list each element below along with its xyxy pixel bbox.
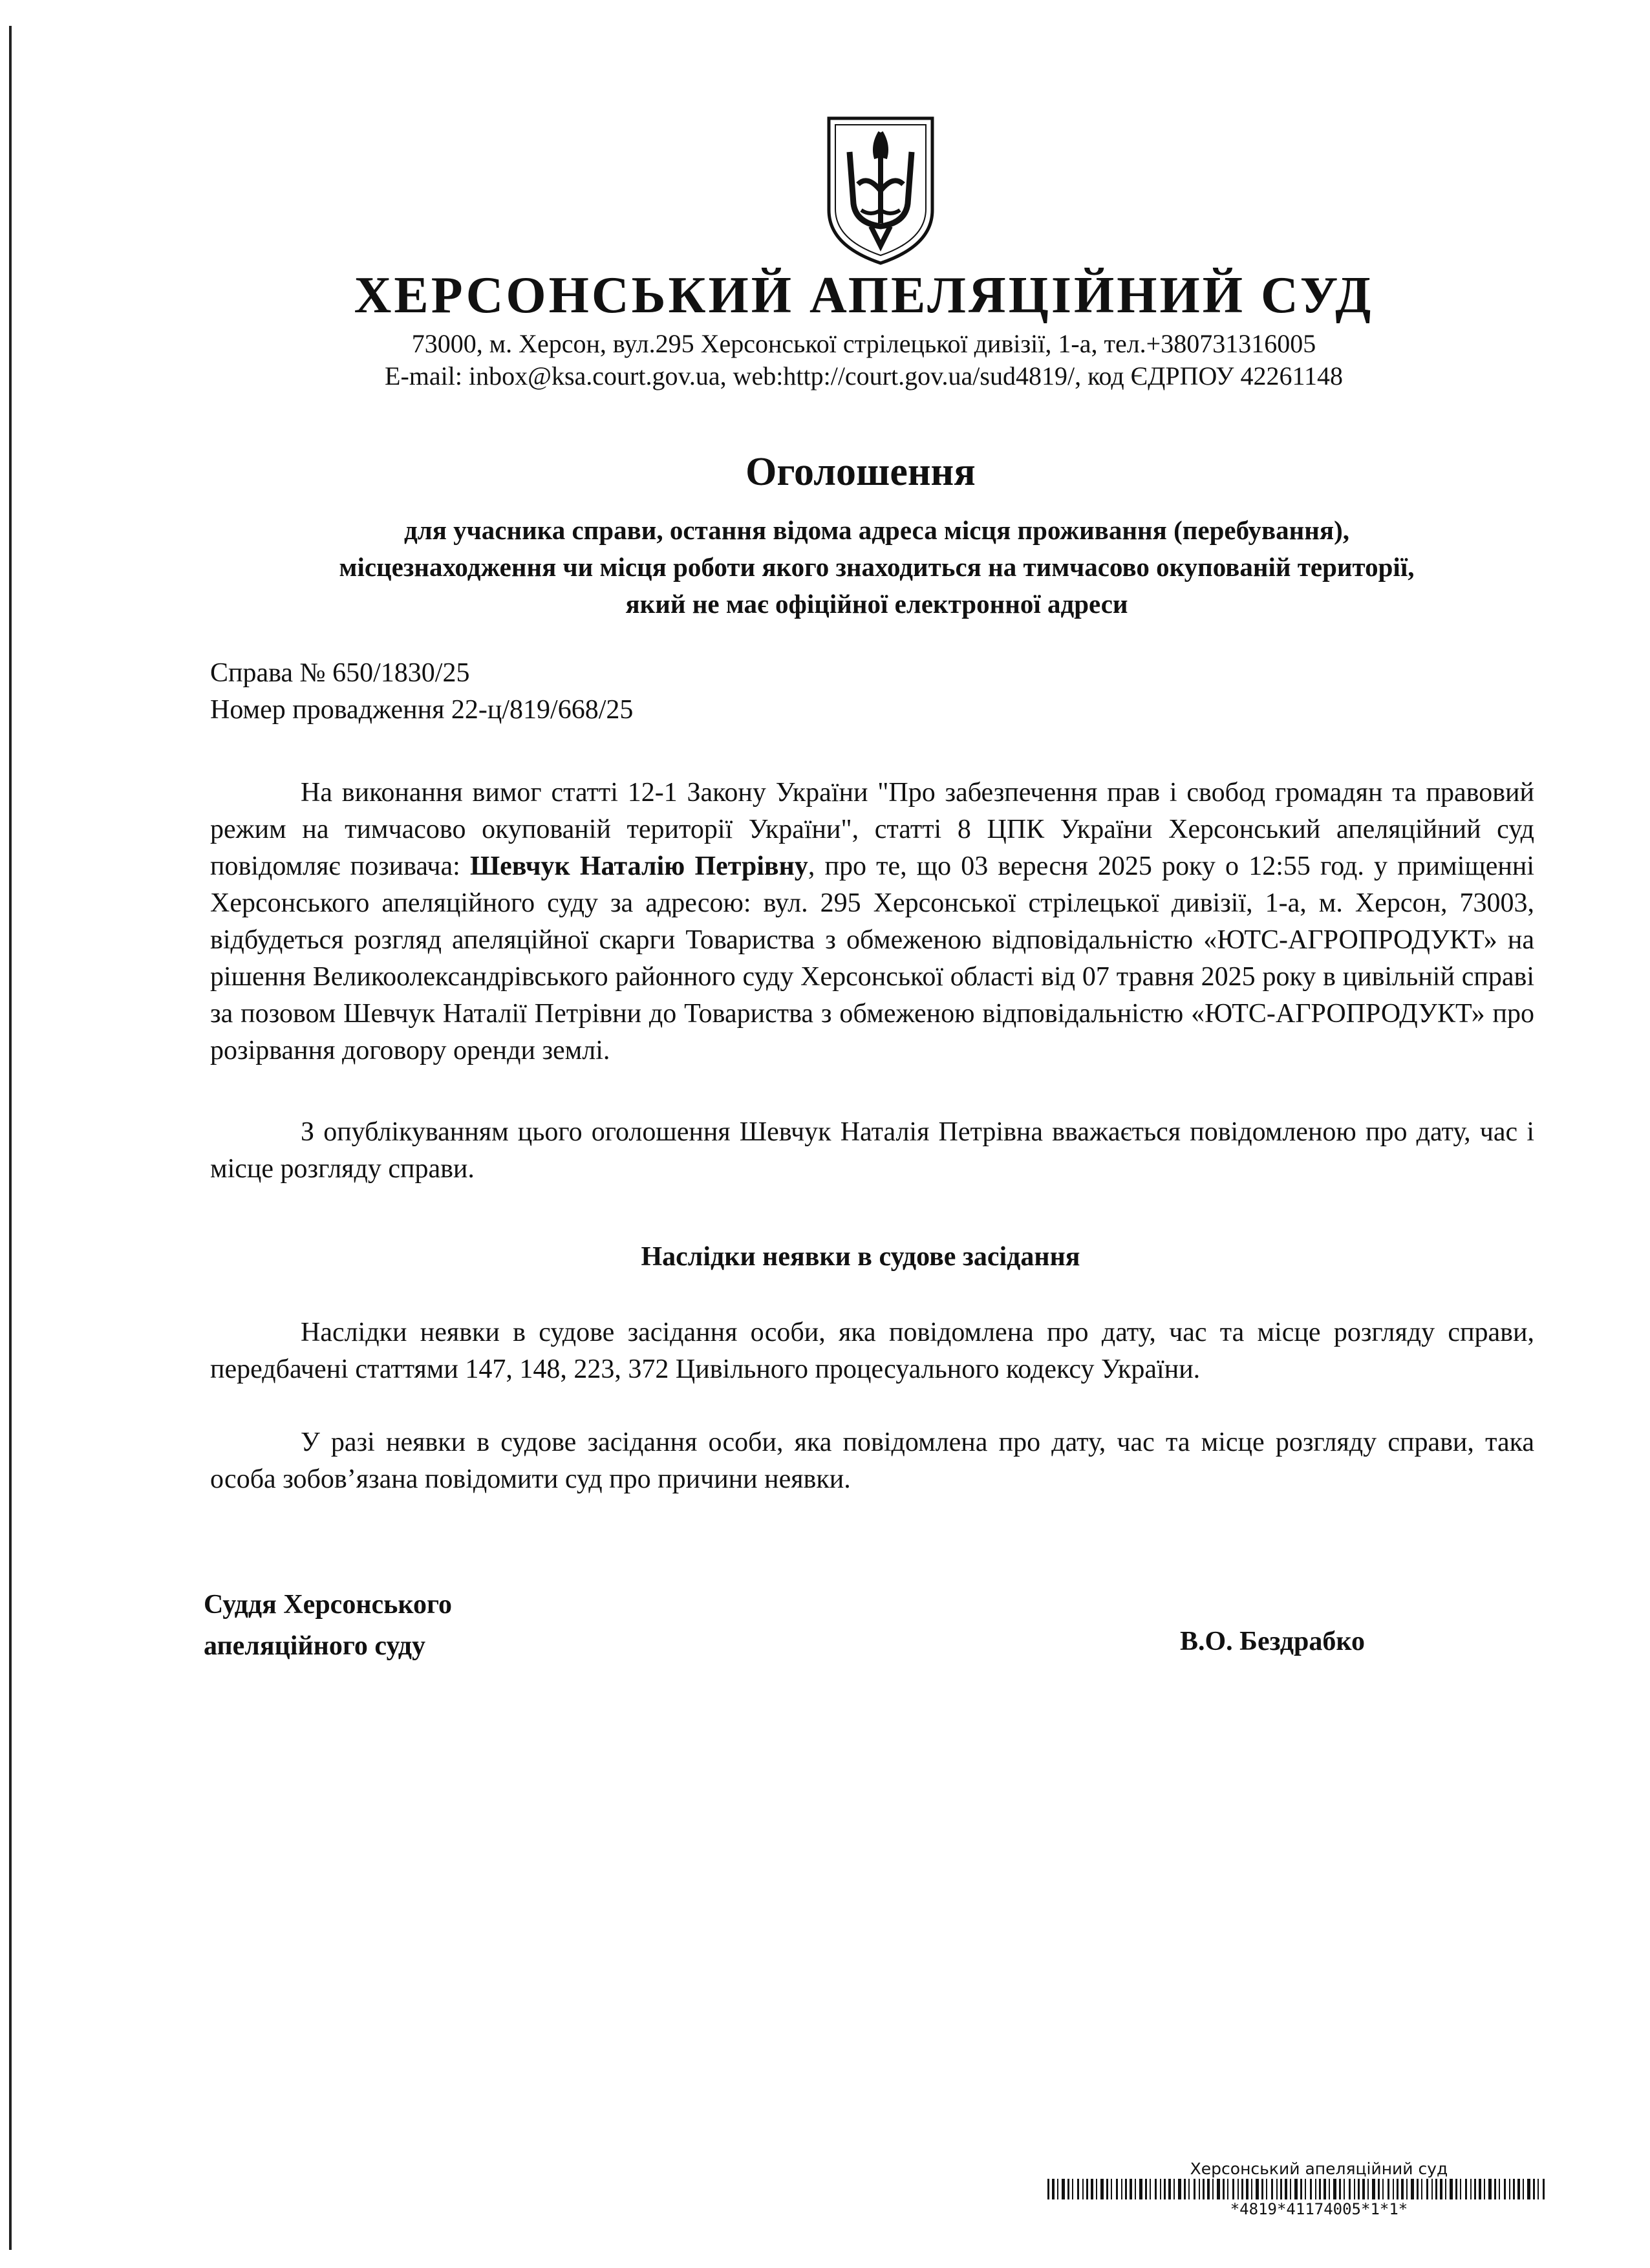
judge-position (204, 1584, 452, 1667)
court-address: 73000, м. Херсон, вул.295 Херсонської стрілецької дивізії, 1-а, тел.+380731316005 (411, 329, 1316, 358)
court-name: ХЕРСОНСЬКИЙ АПЕЛЯЦІЙНИЙ СУД (354, 267, 1374, 324)
case-number: Справа № 650/1830/25 (210, 658, 470, 688)
announcement-title: Оголошення (745, 450, 976, 494)
proceeding-number: Номер провадження 22-ц/819/668/25 (210, 695, 634, 725)
judge-name: В.О. Бездрабко (1180, 1627, 1365, 1656)
subtitle-line: який не має офіційної електронної адреси (625, 589, 1128, 619)
section-heading: Наслідки неявки в судове засідання (641, 1242, 1080, 1272)
judge-position-line: апеляційного суду (204, 1631, 426, 1661)
scan-edge-line (9, 26, 12, 2250)
announcement-subtitle (207, 512, 1547, 623)
notice-text-cont: , про те, що 03 вересня 2025 року о 12:55 год. у приміщенні Херсонського апеляційного суду за адресою: вул. 295 Херсонської стрілецької дивізії, 1-а, м. Херсон, 73003, відбудеться розгляд апеляційної скарги Товариства з обмеженою відповідальністю «ЮТС-АГРОПРОДУКТ» на рішення Великоолександрівського районного суду Херсонської області від 07 травня 2025 року в цивільній справі за позовом Шевчук Наталії Петрівни до Товариства з обмеженою відповідальністю «ЮТС-АГРОПРОДУКТ» про розірвання договору оренди землі. (210, 851, 1534, 1065)
subtitle-line: для учасника справи, остання відома адреса місця проживання (перебування), (403, 515, 1349, 545)
case-info (210, 655, 633, 729)
judge-position-line: Суддя Херсонського (204, 1590, 453, 1620)
barcode-label: Херсонський апеляційний суд (1190, 2159, 1448, 2178)
notice-paragraph (210, 775, 1534, 1069)
barcode-block (1047, 2159, 1552, 2219)
notice-text: На виконання вимог статті 12-1 Закону України "Про забезпечення прав і свобод громадян та правовий режим на тимчасово окупованій території України", статті 8 ЦПК України Херсонський апеляційний суд повідомляє позивача: (210, 778, 1534, 881)
subtitle-line: місцезнаходження чи місця роботи якого знаходиться на тимчасово окупованій території, (339, 552, 1415, 582)
barcode-code: *4819*41174005*1*1* (1230, 2200, 1408, 2218)
barcode-icon (1047, 2179, 1552, 2199)
consequences-paragraph: Наслідки неявки в судове засідання особи, яка повідомлена про дату, час та місце розгляду справи, передбачені статтями 147, 148, 223, 372 Цивільного процесуального кодексу України. (210, 1318, 1534, 1384)
obligation-paragraph: У разі неявки в судове засідання особи, яка повідомлена про дату, час та місце розгляду справи, така особа зобов’язана повідомити суд про причини неявки. (210, 1428, 1534, 1494)
trident-emblem-icon (822, 113, 939, 268)
publication-paragraph: З опублікуванням цього оголошення Шевчук Наталія Петрівна вважається повідомленою про дату, час і місце розгляду справи. (210, 1117, 1534, 1184)
plaintiff-name: Шевчук Наталію Петрівну (469, 851, 808, 881)
court-contacts: E-mail: inbox@ksa.court.gov.ua, web:http://court.gov.ua/sud4819/, код ЄДРПОУ 42261148 (385, 361, 1343, 390)
